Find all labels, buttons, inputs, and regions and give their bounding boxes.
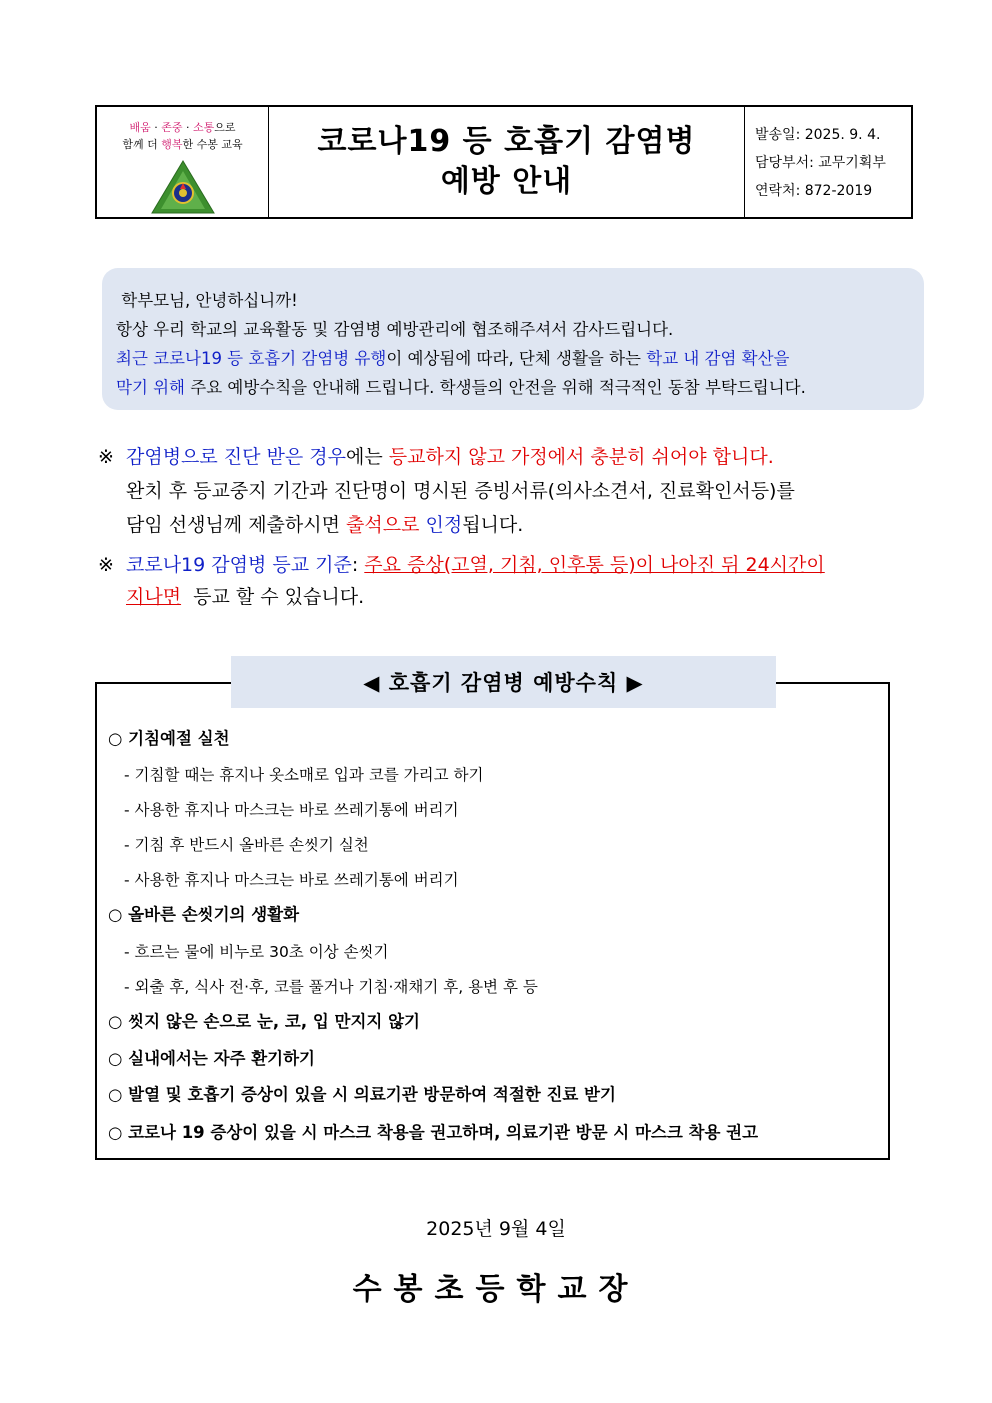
notice2-red-line2: 지나면 [126, 586, 182, 608]
slogan-segment: 소통 [193, 121, 215, 134]
greeting-line1 [116, 286, 914, 315]
notice1-highlight-blue: 감염병으로 진단 받은 경우 [126, 446, 347, 468]
greeting-line3-mid: 이 예상됨에 따라, 단체 생활을 하는 [386, 349, 647, 368]
contact-number: 연락처: 872-2019 [755, 183, 873, 199]
rule-heading: ○ 실내에서는 자주 환기하기 [108, 1049, 315, 1068]
notice2-colon: : [351, 554, 365, 576]
greeting-line3-highlight2: 학교 내 감염 확산을 [646, 349, 790, 368]
rule-detail: - 외출 후, 식사 전·후, 코를 풀거나 기침·재채기 후, 용변 후 등 [124, 978, 538, 996]
rule-heading: ○ 발열 및 호흡기 증상이 있을 시 의료기관 방문하여 적절한 진료 받기 [108, 1085, 616, 1104]
rule-detail: - 흐르는 물에 비누로 30초 이상 손씻기 [124, 943, 389, 961]
notice1-mark: ※ [98, 446, 114, 468]
notice1-line1 [98, 440, 774, 474]
greeting-line4 [116, 373, 914, 402]
rule-heading: ○ 올바른 손씻기의 생활화 [108, 905, 300, 924]
greeting-box [102, 268, 924, 410]
school-emblem-triangle-icon [150, 159, 216, 215]
slogan-segment: 배움 [129, 121, 151, 134]
greeting-line4-rest: 주요 예방수칙을 안내해 드립니다. 학생들의 안전을 위해 적극적인 동참 부탁드립니다. [185, 378, 806, 397]
notice1-line3 [98, 508, 523, 542]
slogan-segment: · [150, 121, 162, 134]
notice1-line3-blue: 인정 [425, 514, 463, 536]
notice1-line2-text: 완치 후 등교중지 기간과 진단명이 명시된 증빙서류(의사소견서, 진료확인서등)를 [126, 480, 795, 502]
notice2-line1 [98, 548, 825, 582]
slogan-line2 [122, 136, 242, 153]
document-title-line1: 코로나19 등 호흡기 감염병 [317, 124, 696, 159]
greeting-line4-highlight: 막기 위해 [116, 378, 186, 397]
notice2-mark: ※ [98, 554, 114, 576]
notice2-rest: 등교 할 수 있습니다. [181, 586, 365, 608]
rule-detail: - 기침할 때는 휴지나 옷소매로 입과 코를 가리고 하기 [124, 766, 484, 784]
notice1-line3-before: 담임 선생님께 제출하시면 [126, 514, 347, 536]
notice1-highlight-red: 등교하지 않고 가정에서 충분히 쉬어야 합니다. [388, 446, 774, 468]
notice2-red-line1: 주요 증상(고열, 기침, 인후통 등)이 나아진 뒤 24시간이 [364, 554, 825, 576]
greeting-line2: 항상 우리 학교의 교육활동 및 감염병 예방관리에 협조해주셔서 감사드립니다. [116, 320, 674, 339]
footer-date: 2025년 9월 4일 [426, 1218, 566, 1240]
rule-heading: ○ 기침예절 실천 [108, 729, 230, 748]
slogan-segment: 존중 [161, 121, 183, 134]
notice1-mid: 에는 [346, 446, 389, 468]
title-cell [269, 107, 745, 217]
notice1-line3-red: 출석으로 [346, 514, 426, 536]
notice1-line2 [98, 474, 795, 508]
principal-signature: 수봉초등학교장 [352, 1272, 640, 1307]
rule-detail: - 기침 후 반드시 올바른 손씻기 실천 [124, 836, 369, 854]
rule-detail: - 사용한 휴지나 마스크는 바로 쓰레기통에 버리기 [124, 871, 459, 889]
slogan-line2-before: 함께 더 [122, 138, 162, 151]
notice2-highlight-blue: 코로나19 감염병 등교 기준 [126, 554, 352, 576]
greeting-line3 [116, 344, 914, 373]
rule-heading: ○ 코로나 19 증상이 있을 시 마스크 착용을 권고하며, 의료기관 방문 시 마스크 착용 권고 [108, 1123, 759, 1142]
slogan-segment: 으로 [214, 121, 236, 134]
department: 담당부서: 교무기획부 [755, 155, 886, 171]
notice2-line2 [98, 580, 364, 614]
notice1-line3-after: 됩니다. [462, 514, 524, 536]
slogan-line2-after: 한 수봉 교육 [182, 138, 243, 151]
slogan-line1 [129, 119, 235, 136]
slogan-segment: · [182, 121, 193, 134]
rule-detail: - 사용한 휴지나 마스크는 바로 쓰레기통에 버리기 [124, 801, 459, 819]
issue-info-cell [745, 107, 911, 217]
slogan-line2-highlight: 행복 [161, 138, 183, 151]
prevention-rules-title: ◀ 호흡기 감염병 예방수칙 ▶ [231, 656, 776, 708]
school-slogan-cell [97, 107, 269, 217]
issue-date: 발송일: 2025. 9. 4. [755, 127, 881, 143]
rule-heading: ○ 씻지 않은 손으로 눈, 코, 입 만지지 않기 [108, 1012, 420, 1031]
document-title-line2: 예방 안내 [440, 164, 573, 199]
greeting-line3-highlight1: 최근 코로나19 등 호흡기 감염병 유행 [116, 349, 387, 368]
greeting-salutation: 학부모님, 안녕하십니까! [121, 291, 298, 310]
header-table [95, 105, 913, 219]
